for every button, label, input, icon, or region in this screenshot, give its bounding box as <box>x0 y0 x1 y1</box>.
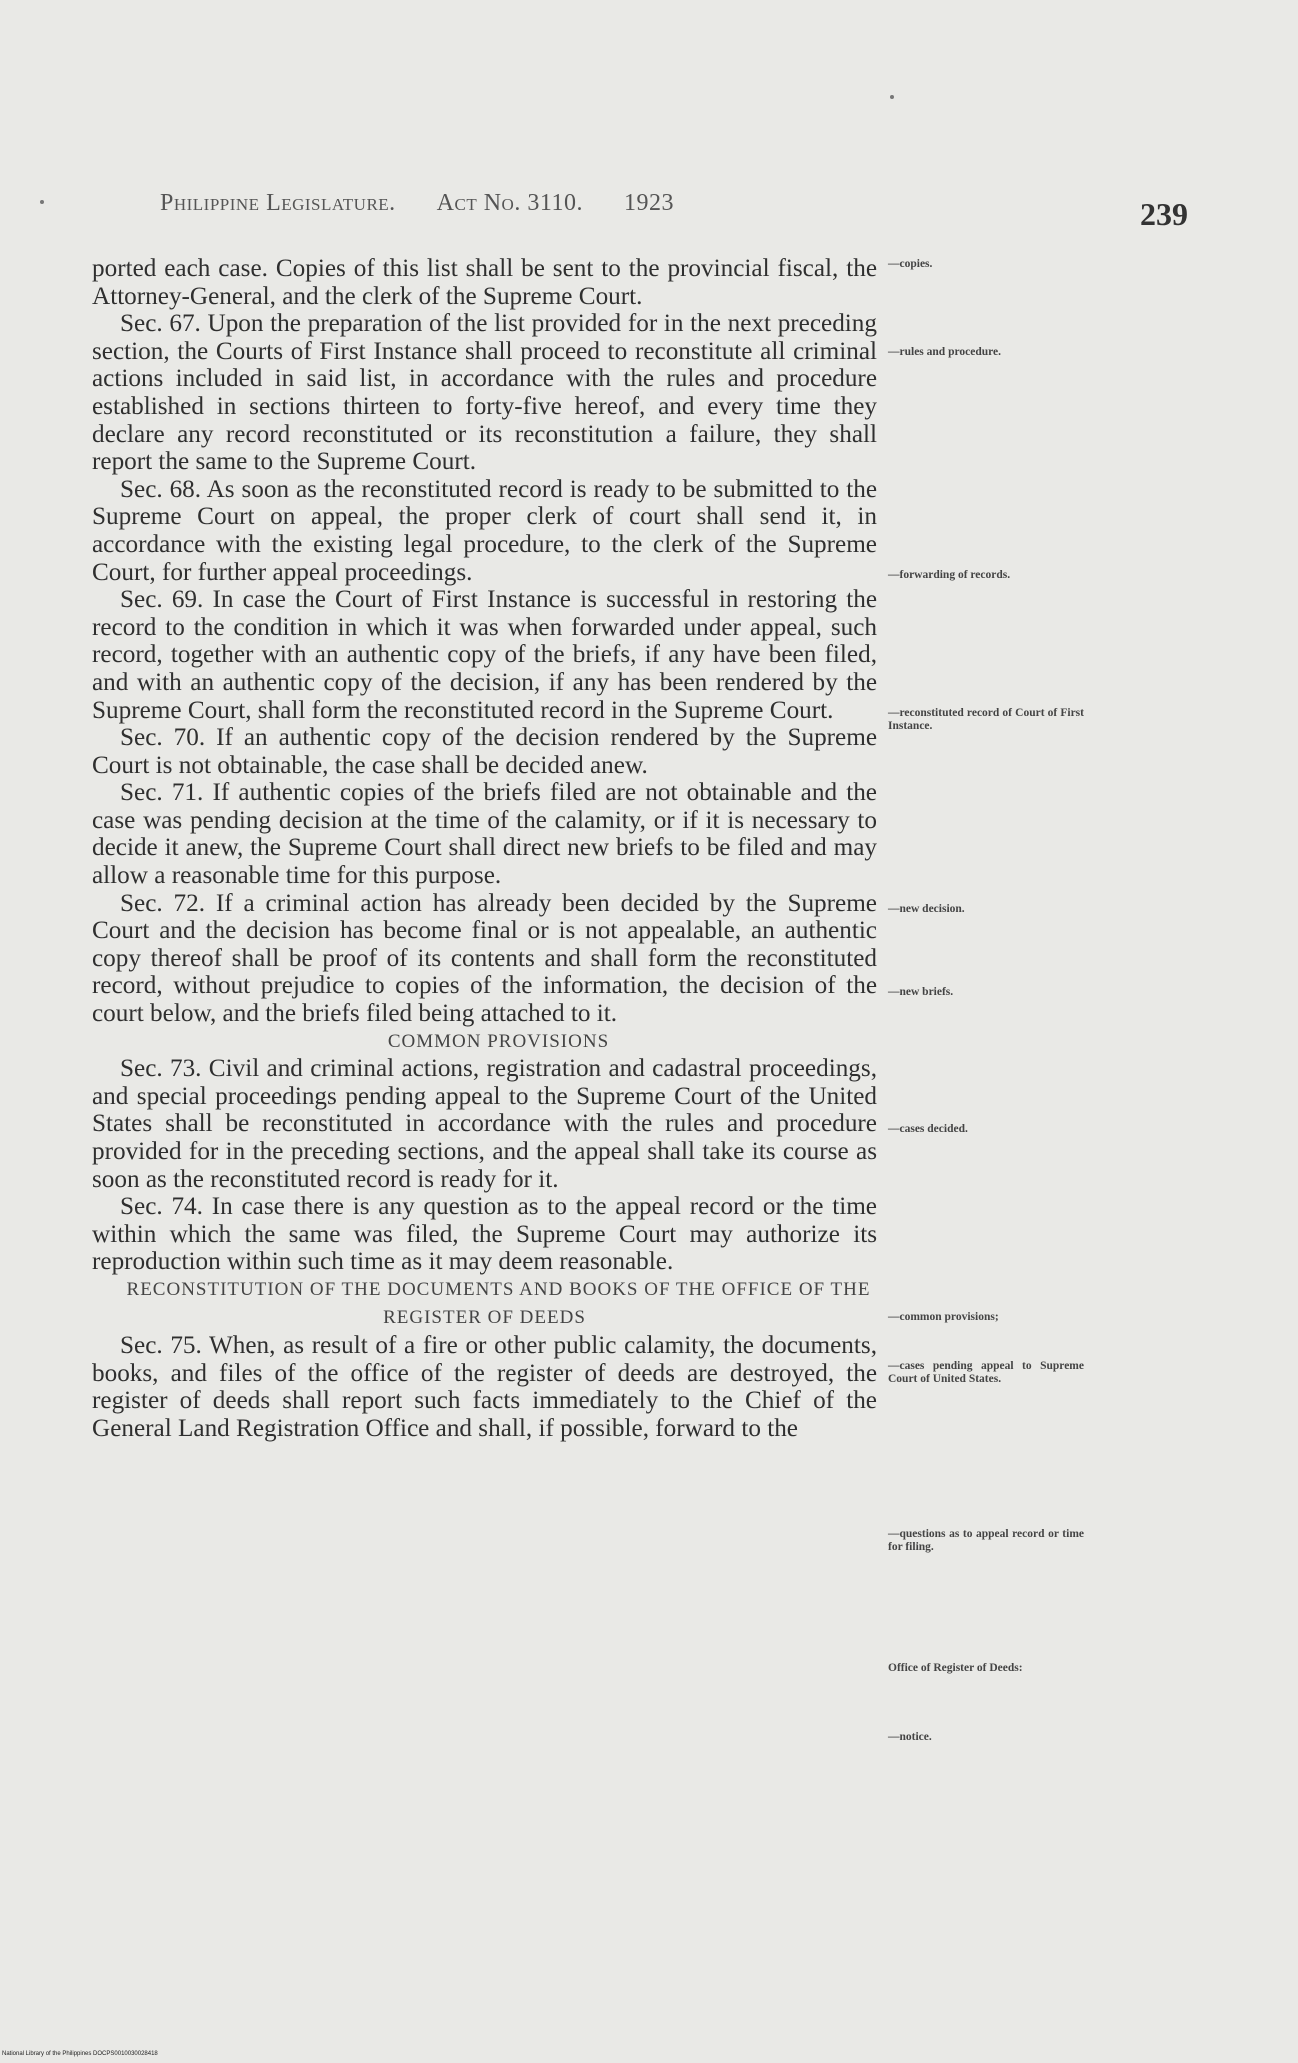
heading-common-provisions: COMMON PROVISIONS <box>387 1030 610 1052</box>
section-73: Sec. 73. Civil and criminal actions, registration and cadastral proceedings, and special proceedings pending appeal to the Supreme Court of the United States shall be reconstituted in accordance with the rules and procedure provided for in the preceding sections, and the appeal shall take its course as soon as the reconstituted record is ready for it. <box>92 1055 877 1193</box>
margin-note-common-provisions: —common provisions; <box>888 1311 999 1323</box>
margin-note-copies: —copies. <box>888 258 933 270</box>
margin-note-register-office: Office of Register of Deeds: <box>888 1662 1023 1674</box>
section-69: Sec. 69. In case the Court of First Instance is successful in restoring the record to the condition in which it was when forwarded under appeal, such record, together with an authentic copy of the briefs, if any have been filed, and with an authentic copy of the decision, if any has been rendered by the Supreme Court, shall form the reconstituted record in the Supreme Court. <box>92 586 877 724</box>
margin-note-questions: —questions as to appeal record or time for filing. <box>888 1528 1084 1553</box>
section-68: Sec. 68. As soon as the reconstituted record is ready to be submitted to the Supreme Court on appeal, the proper clerk of court shall send it, in accordance with the existing legal procedure, to the clerk of the Supreme Court, for further appeal proceedings. <box>92 475 877 586</box>
margin-note-cases-pending: —cases pending appeal to Supreme Court of United States. <box>888 1360 1084 1385</box>
paragraph-continuation: ported each case. Copies of this list shall be sent to the provincial fiscal, the Attorney-General, and the clerk of the Supreme Court. <box>92 255 877 310</box>
section-72: Sec. 72. If a criminal action has already been decided by the Supreme Court and the decision has become final or is not appealable, an authentic copy thereof shall be proof of its contents and shall form the reconstituted record, without prejudice to copies of the information, the decision of the court below, and the briefs filed being attached to it. <box>92 889 877 1028</box>
margin-note-new-briefs: —new briefs. <box>888 986 954 998</box>
running-header <box>160 190 810 217</box>
speck-mark <box>40 200 44 204</box>
margin-note-rules: —rules and procedure. <box>888 346 1001 358</box>
section-67: Sec. 67. Upon the preparation of the list provided for in the next preceding section, the Courts of First Instance shall proceed to reconstitute all criminal actions included in said list, in accordance with the rules and procedure established in sections thirteen to forty-five hereof, and every time they declare any record reconstituted or its reconstitution a failure, they shall report the same to the Supreme Court. <box>92 310 877 476</box>
header-act: Act No. 3110. <box>436 190 583 216</box>
section-75: Sec. 75. When, as result of a fire or other public calamity, the documents, books, and files of the office of the register of deeds are destroyed, the register of deeds shall report such facts immediately to the Chief of the General Land Registration Office and shall, if possible, forward to the <box>92 1331 877 1442</box>
header-year: 1923 <box>623 190 674 216</box>
section-71: Sec. 71. If authentic copies of the briefs filed are not obtainable and the case was pending decision at the time of the calamity, or if it is necessary to decide it anew, the Supreme Court shall direct new briefs to be filed and may allow a reasonable time for this purpose. <box>92 779 877 890</box>
section-70: Sec. 70. If an authentic copy of the decision rendered by the Supreme Court is not obtainable, the case shall be decided anew. <box>92 724 877 779</box>
margin-note-cases-decided: —cases decided. <box>888 1123 968 1135</box>
section-74: Sec. 74. In case there is any question as to the appeal record or the time within which the same was filed, the Supreme Court may authorize its reproduction within such time as it may deem reasonable. <box>92 1193 877 1276</box>
header-title: Philippine Legislature. <box>160 190 396 216</box>
body-text <box>92 255 877 1442</box>
page-number: 239 <box>1140 196 1188 232</box>
heading-register-of-deeds: RECONSTITUTION OF THE DOCUMENTS AND BOOKS OF THE OFFICE OF THE REGISTER OF DEEDS <box>126 1278 871 1328</box>
margin-note-new-decision: —new decision. <box>888 903 965 915</box>
margin-note-forwarding: —forwarding of records. <box>888 569 1011 581</box>
margin-note-notice: —notice. <box>888 1731 932 1743</box>
footer-credit: National Library of the Philippines DOCPS0010030028418 <box>2 2051 158 2057</box>
speck-mark <box>890 95 894 99</box>
margin-note-reconstituted: —reconstituted record of Court of First Instance. <box>888 707 1084 732</box>
